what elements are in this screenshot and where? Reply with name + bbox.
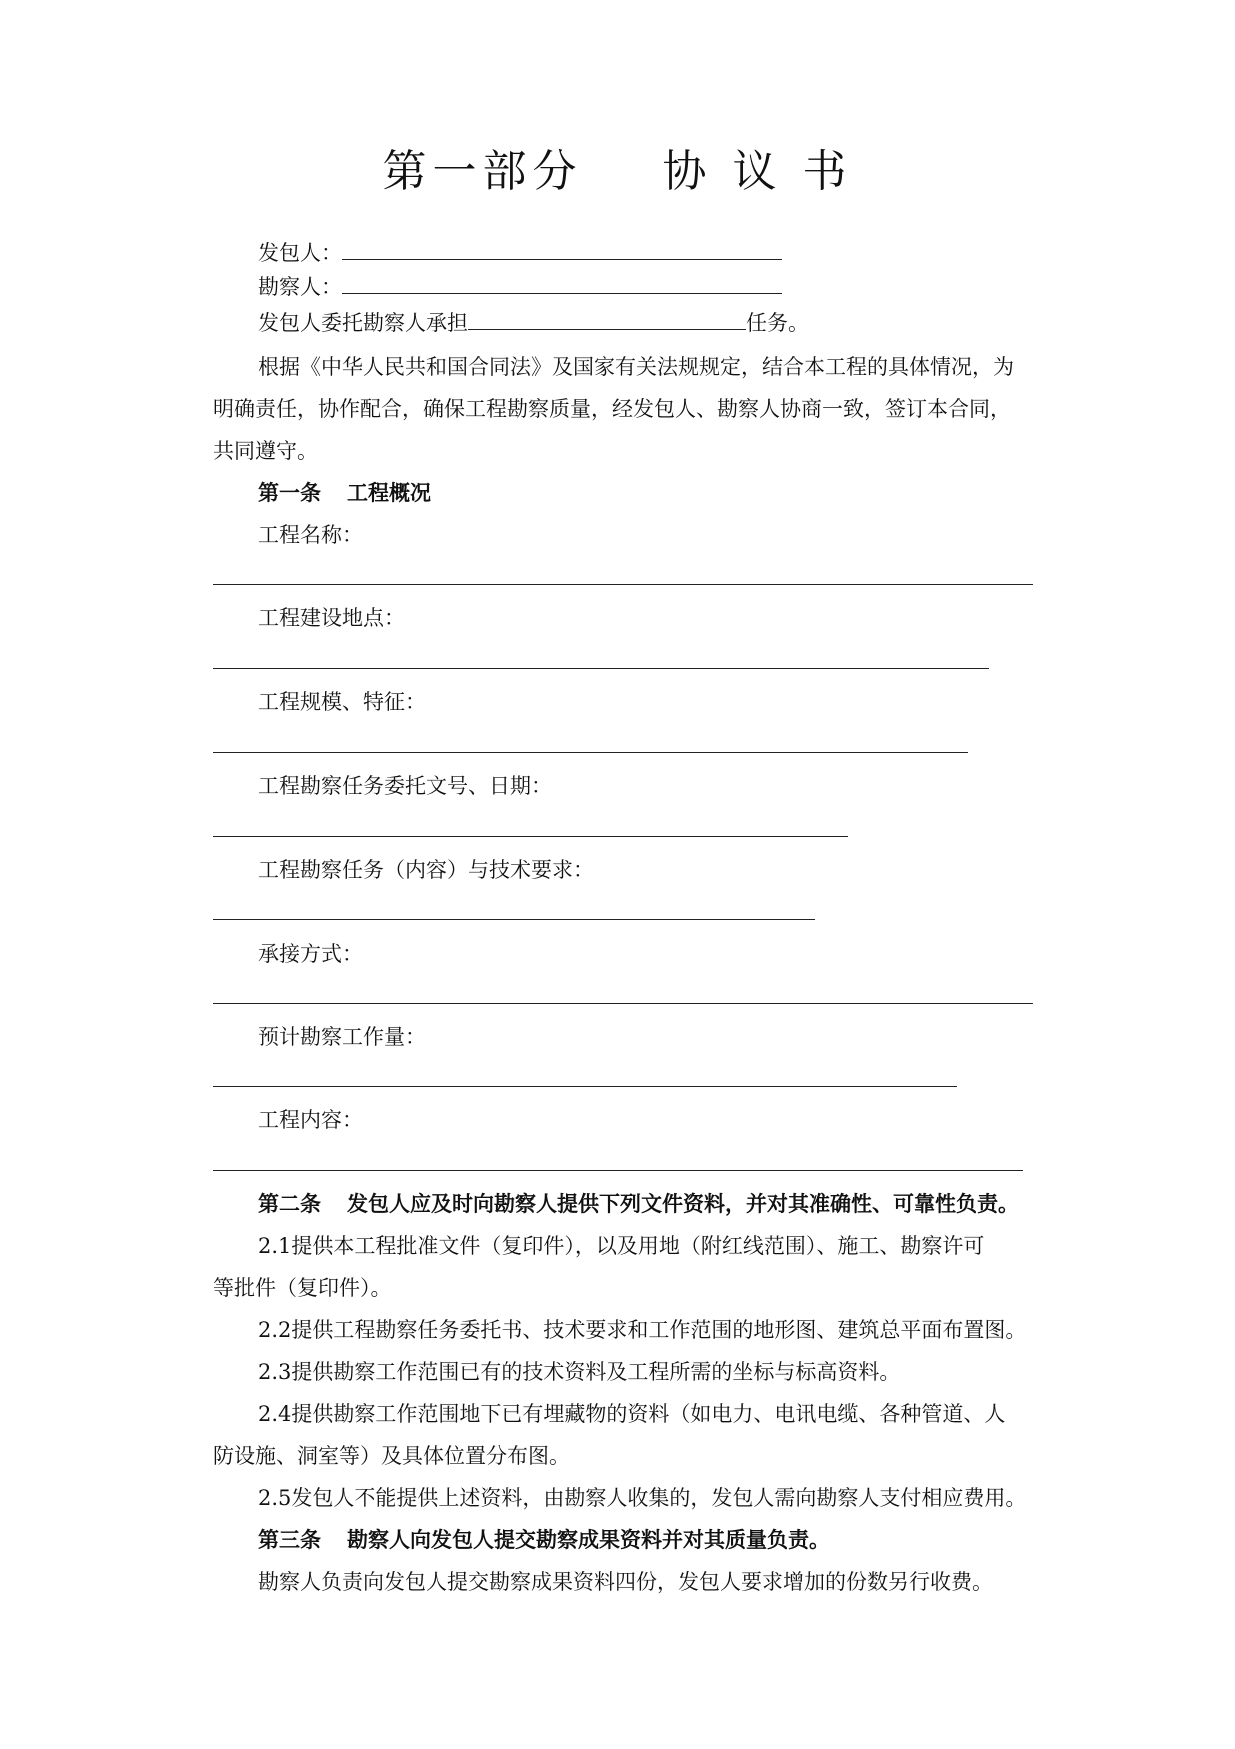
field-project-scale: 工程规模、特征： <box>258 690 426 714</box>
intro-line-2: 明确责任，协作配合，确保工程勘察质量，经发包人、勘察人协商一致，签订本合同， <box>213 397 1011 421</box>
page-title: 第一部分 协 议 书 <box>382 146 853 197</box>
article3-number: 第三条 <box>258 1528 321 1552</box>
field-contract-mode-rule <box>213 1003 1033 1004</box>
field-project-location-rule <box>213 668 989 669</box>
article2-item1-line2: 等批件（复印件）。 <box>213 1276 392 1300</box>
task-line <box>258 308 809 338</box>
field-project-location: 工程建设地点： <box>258 606 405 630</box>
surveyor-blank <box>342 273 782 294</box>
article2-title: 发包人应及时向勘察人提供下列文件资料，并对其准确性、可靠性负责。 <box>347 1192 1019 1216</box>
article2-item1-line1: 2.1提供本工程批准文件（复印件），以及用地（附红线范围）、施工、勘察许可 <box>258 1234 985 1258</box>
article3-title: 勘察人向发包人提交勘察成果资料并对其质量负责。 <box>347 1528 830 1552</box>
employer-label: 发包人： <box>258 241 342 265</box>
field-project-content: 工程内容： <box>258 1108 363 1132</box>
task-blank <box>468 309 746 330</box>
task-prefix: 发包人委托勘察人承担 <box>258 311 468 335</box>
field-project-content-rule <box>213 1170 1023 1171</box>
employer-blank <box>342 239 782 260</box>
field-contract-mode: 承接方式： <box>258 942 363 966</box>
field-task-requirements: 工程勘察任务（内容）与技术要求： <box>258 858 594 882</box>
article3-heading <box>258 1525 830 1555</box>
field-workload-rule <box>213 1086 957 1087</box>
surveyor-line <box>258 272 782 302</box>
field-task-requirements-rule <box>213 919 815 920</box>
article2-item4-line2: 防设施、洞室等）及具体位置分布图。 <box>213 1444 570 1468</box>
article2-number: 第二条 <box>258 1192 321 1216</box>
field-commission-ref-rule <box>213 836 848 837</box>
article2-item3: 2.3提供勘察工作范围已有的技术资料及工程所需的坐标与标高资料。 <box>258 1360 901 1384</box>
article2-item2: 2.2提供工程勘察任务委托书、技术要求和工作范围的地形图、建筑总平面布置图。 <box>258 1318 1027 1342</box>
article1-number: 第一条 <box>258 481 321 505</box>
field-commission-ref: 工程勘察任务委托文号、日期： <box>258 774 552 798</box>
article1-heading <box>258 478 431 508</box>
article2-item5: 2.5发包人不能提供上述资料，由勘察人收集的，发包人需向勘察人支付相应费用。 <box>258 1486 1027 1510</box>
employer-line <box>258 238 782 268</box>
field-project-scale-rule <box>213 752 968 753</box>
field-project-name: 工程名称： <box>258 523 363 547</box>
article1-title: 工程概况 <box>347 481 431 505</box>
intro-line-3: 共同遵守。 <box>213 439 318 463</box>
surveyor-label: 勘察人： <box>258 275 342 299</box>
field-workload: 预计勘察工作量： <box>258 1025 426 1049</box>
field-project-name-rule <box>213 584 1033 585</box>
article2-heading <box>258 1189 1019 1219</box>
article3-body: 勘察人负责向发包人提交勘察成果资料四份，发包人要求增加的份数另行收费。 <box>258 1570 993 1594</box>
task-suffix: 任务。 <box>746 311 809 335</box>
intro-line-1: 根据《中华人民共和国合同法》及国家有关法规规定，结合本工程的具体情况，为 <box>258 355 1014 379</box>
article2-item4-line1: 2.4提供勘察工作范围地下已有埋藏物的资料（如电力、电讯电缆、各种管道、人 <box>258 1402 1006 1426</box>
